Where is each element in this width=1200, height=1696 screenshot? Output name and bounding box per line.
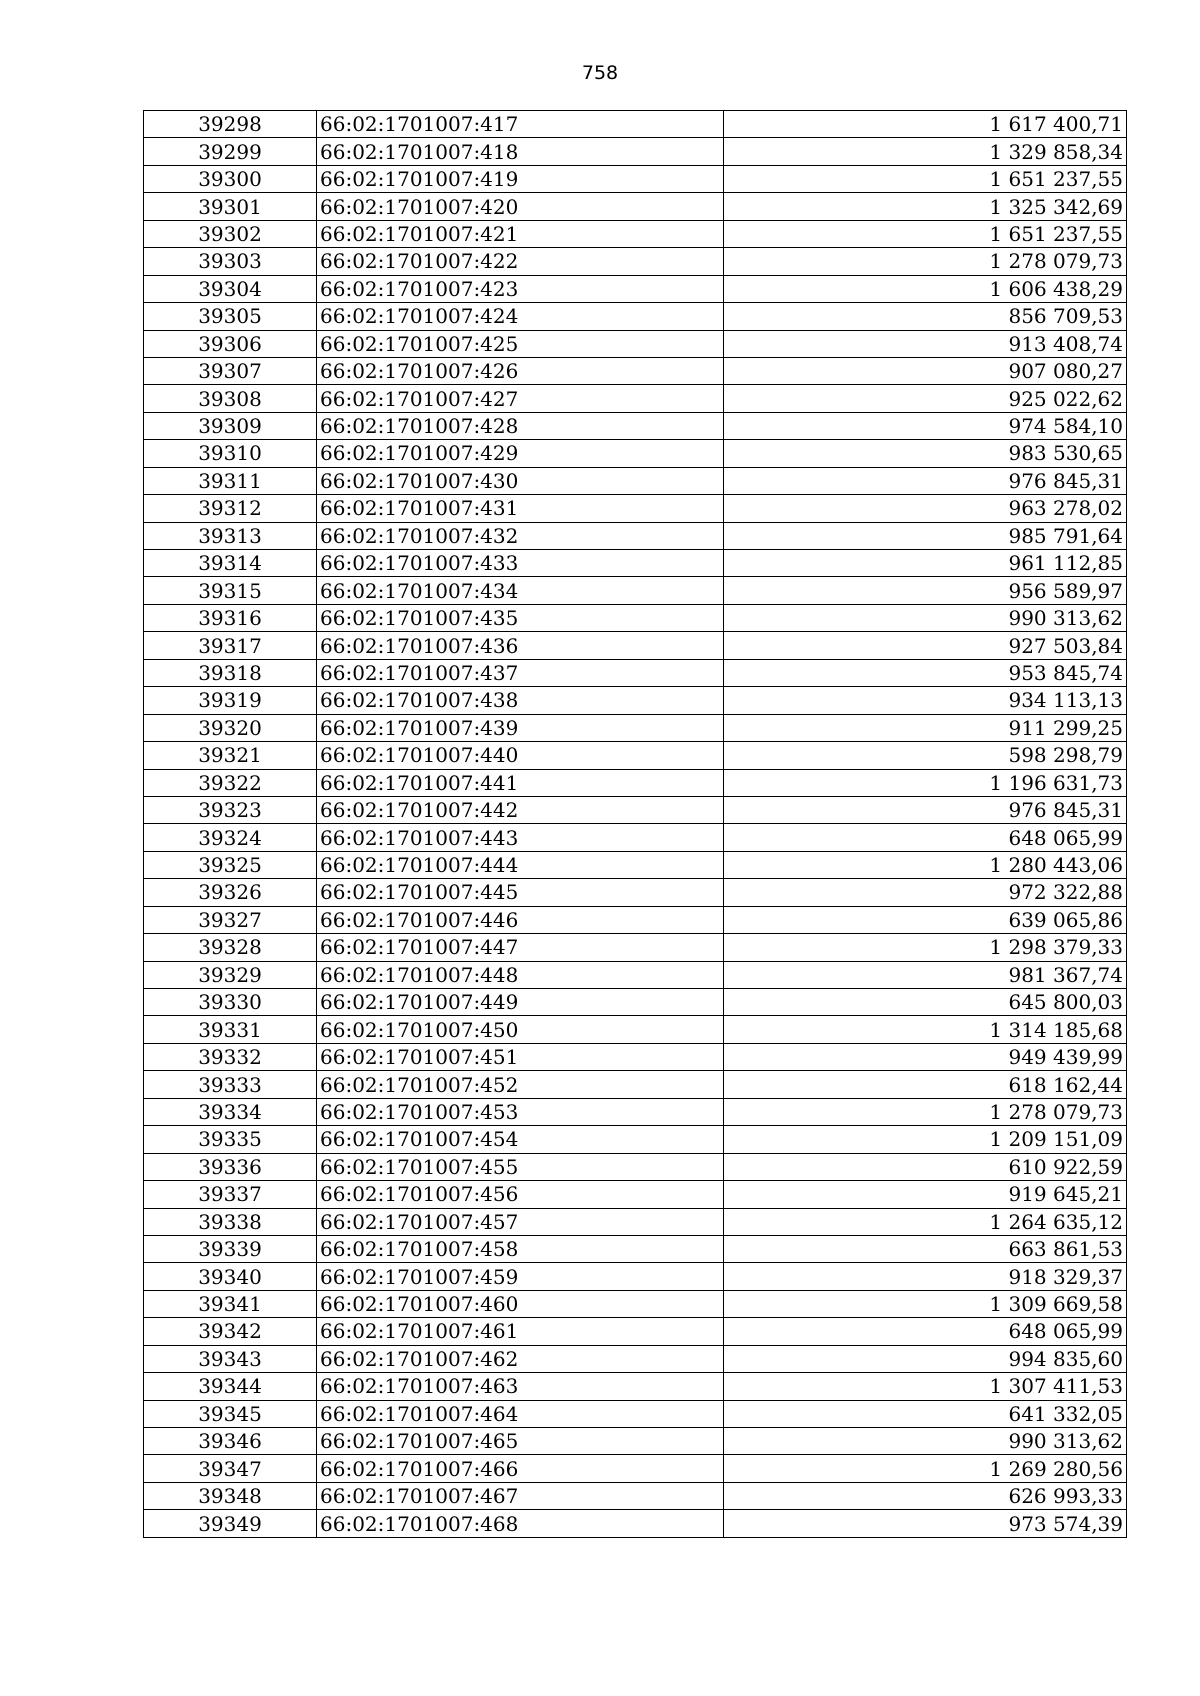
row-number-cell: 39313 <box>144 522 317 549</box>
cadastral-value-cell: 994 835,60 <box>724 1345 1127 1372</box>
cadastral-number-cell: 66:02:1701007:438 <box>317 687 724 714</box>
cadastral-number-cell: 66:02:1701007:429 <box>317 440 724 467</box>
cadastral-value-cell: 663 861,53 <box>724 1235 1127 1262</box>
cadastral-value-cell: 618 162,44 <box>724 1071 1127 1098</box>
cadastral-number-cell: 66:02:1701007:427 <box>317 385 724 412</box>
table-row <box>144 577 1127 604</box>
row-number-cell: 39302 <box>144 220 317 247</box>
cadastral-number-cell: 66:02:1701007:457 <box>317 1208 724 1235</box>
cadastral-value-cell: 1 309 669,58 <box>724 1290 1127 1317</box>
table-row <box>144 1400 1127 1427</box>
row-number-cell: 39301 <box>144 193 317 220</box>
cadastral-value-cell: 1 651 237,55 <box>724 220 1127 247</box>
row-number-cell: 39317 <box>144 632 317 659</box>
table-row <box>144 1235 1127 1262</box>
table-row <box>144 961 1127 988</box>
cadastral-number-cell: 66:02:1701007:431 <box>317 495 724 522</box>
table-row <box>144 275 1127 302</box>
table-row <box>144 1345 1127 1372</box>
row-number-cell: 39318 <box>144 659 317 686</box>
cadastral-value-cell: 974 584,10 <box>724 412 1127 439</box>
row-number-cell: 39341 <box>144 1290 317 1317</box>
row-number-cell: 39306 <box>144 330 317 357</box>
row-number-cell: 39322 <box>144 769 317 796</box>
cadastral-number-cell: 66:02:1701007:463 <box>317 1373 724 1400</box>
cadastral-number-cell: 66:02:1701007:424 <box>317 303 724 330</box>
cadastral-value-cell: 1 307 411,53 <box>724 1373 1127 1400</box>
cadastral-value-cell: 973 574,39 <box>724 1510 1127 1537</box>
table-row <box>144 1043 1127 1070</box>
cadastral-value-cell: 626 993,33 <box>724 1482 1127 1509</box>
cadastral-value-cell: 1 196 631,73 <box>724 769 1127 796</box>
cadastral-value-cell: 1 617 400,71 <box>724 111 1127 138</box>
row-number-cell: 39337 <box>144 1181 317 1208</box>
table-row <box>144 1263 1127 1290</box>
table-row <box>144 1153 1127 1180</box>
cadastral-number-cell: 66:02:1701007:420 <box>317 193 724 220</box>
cadastral-number-cell: 66:02:1701007:462 <box>317 1345 724 1372</box>
table-row <box>144 138 1127 165</box>
table-row <box>144 111 1127 138</box>
cadastral-value-cell: 990 313,62 <box>724 1428 1127 1455</box>
cadastral-number-cell: 66:02:1701007:430 <box>317 467 724 494</box>
cadastral-number-cell: 66:02:1701007:439 <box>317 714 724 741</box>
table-row <box>144 796 1127 823</box>
row-number-cell: 39331 <box>144 1016 317 1043</box>
row-number-cell: 39345 <box>144 1400 317 1427</box>
row-number-cell: 39324 <box>144 824 317 851</box>
table-row <box>144 632 1127 659</box>
row-number-cell: 39323 <box>144 796 317 823</box>
table-row <box>144 824 1127 851</box>
cadastral-number-cell: 66:02:1701007:432 <box>317 522 724 549</box>
cadastral-value-cell: 645 800,03 <box>724 989 1127 1016</box>
row-number-cell: 39309 <box>144 412 317 439</box>
cadastral-number-cell: 66:02:1701007:417 <box>317 111 724 138</box>
cadastral-value-cell: 1 325 342,69 <box>724 193 1127 220</box>
table-row <box>144 303 1127 330</box>
cadastral-number-cell: 66:02:1701007:466 <box>317 1455 724 1482</box>
cadastral-number-cell: 66:02:1701007:467 <box>317 1482 724 1509</box>
table-row <box>144 769 1127 796</box>
table-row <box>144 906 1127 933</box>
table-row <box>144 412 1127 439</box>
row-number-cell: 39314 <box>144 550 317 577</box>
row-number-cell: 39328 <box>144 934 317 961</box>
cadastral-number-cell: 66:02:1701007:441 <box>317 769 724 796</box>
cadastral-number-cell: 66:02:1701007:456 <box>317 1181 724 1208</box>
cadastral-number-cell: 66:02:1701007:446 <box>317 906 724 933</box>
cadastral-number-cell: 66:02:1701007:434 <box>317 577 724 604</box>
row-number-cell: 39333 <box>144 1071 317 1098</box>
row-number-cell: 39299 <box>144 138 317 165</box>
cadastral-value-cell: 610 922,59 <box>724 1153 1127 1180</box>
cadastral-value-cell: 963 278,02 <box>724 495 1127 522</box>
row-number-cell: 39346 <box>144 1428 317 1455</box>
cadastral-value-cell: 990 313,62 <box>724 604 1127 631</box>
cadastral-value-cell: 1 278 079,73 <box>724 248 1127 275</box>
table-row <box>144 193 1127 220</box>
table-row <box>144 1318 1127 1345</box>
table-row <box>144 1181 1127 1208</box>
table-row <box>144 440 1127 467</box>
cadastral-value-cell: 1 298 379,33 <box>724 934 1127 961</box>
cadastral-value-cell: 598 298,79 <box>724 742 1127 769</box>
table-row <box>144 934 1127 961</box>
cadastral-value-cell: 949 439,99 <box>724 1043 1127 1070</box>
cadastral-number-cell: 66:02:1701007:421 <box>317 220 724 247</box>
cadastral-value-cell: 1 651 237,55 <box>724 165 1127 192</box>
cadastral-number-cell: 66:02:1701007:464 <box>317 1400 724 1427</box>
cadastral-value-cell: 907 080,27 <box>724 357 1127 384</box>
row-number-cell: 39305 <box>144 303 317 330</box>
table-row <box>144 495 1127 522</box>
cadastral-value-cell: 934 113,13 <box>724 687 1127 714</box>
table-row <box>144 687 1127 714</box>
table-row <box>144 1290 1127 1317</box>
cadastral-number-cell: 66:02:1701007:428 <box>317 412 724 439</box>
cadastral-value-cell: 981 367,74 <box>724 961 1127 988</box>
row-number-cell: 39316 <box>144 604 317 631</box>
table-row <box>144 550 1127 577</box>
cadastral-value-table <box>143 110 1127 1538</box>
row-number-cell: 39307 <box>144 357 317 384</box>
table-row <box>144 879 1127 906</box>
cadastral-value-cell: 641 332,05 <box>724 1400 1127 1427</box>
cadastral-value-cell: 925 022,62 <box>724 385 1127 412</box>
cadastral-number-cell: 66:02:1701007:418 <box>317 138 724 165</box>
cadastral-value-cell: 985 791,64 <box>724 522 1127 549</box>
cadastral-value-cell: 972 322,88 <box>724 879 1127 906</box>
row-number-cell: 39329 <box>144 961 317 988</box>
cadastral-value-cell: 1 329 858,34 <box>724 138 1127 165</box>
row-number-cell: 39339 <box>144 1235 317 1262</box>
cadastral-value-cell: 856 709,53 <box>724 303 1127 330</box>
row-number-cell: 39332 <box>144 1043 317 1070</box>
table-row <box>144 1071 1127 1098</box>
table-row <box>144 659 1127 686</box>
table-row <box>144 467 1127 494</box>
cadastral-number-cell: 66:02:1701007:450 <box>317 1016 724 1043</box>
row-number-cell: 39300 <box>144 165 317 192</box>
cadastral-value-cell: 983 530,65 <box>724 440 1127 467</box>
cadastral-value-cell: 1 209 151,09 <box>724 1126 1127 1153</box>
table-row <box>144 1455 1127 1482</box>
cadastral-value-cell: 953 845,74 <box>724 659 1127 686</box>
row-number-cell: 39340 <box>144 1263 317 1290</box>
row-number-cell: 39325 <box>144 851 317 878</box>
row-number-cell: 39336 <box>144 1153 317 1180</box>
cadastral-number-cell: 66:02:1701007:447 <box>317 934 724 961</box>
cadastral-number-cell: 66:02:1701007:448 <box>317 961 724 988</box>
cadastral-number-cell: 66:02:1701007:455 <box>317 1153 724 1180</box>
table-row <box>144 357 1127 384</box>
row-number-cell: 39343 <box>144 1345 317 1372</box>
cadastral-value-cell: 1 280 443,06 <box>724 851 1127 878</box>
cadastral-value-cell: 1 278 079,73 <box>724 1098 1127 1125</box>
table-row <box>144 385 1127 412</box>
row-number-cell: 39315 <box>144 577 317 604</box>
table-row <box>144 1016 1127 1043</box>
row-number-cell: 39344 <box>144 1373 317 1400</box>
row-number-cell: 39303 <box>144 248 317 275</box>
cadastral-number-cell: 66:02:1701007:468 <box>317 1510 724 1537</box>
cadastral-number-cell: 66:02:1701007:443 <box>317 824 724 851</box>
row-number-cell: 39338 <box>144 1208 317 1235</box>
row-number-cell: 39312 <box>144 495 317 522</box>
row-number-cell: 39308 <box>144 385 317 412</box>
cadastral-number-cell: 66:02:1701007:436 <box>317 632 724 659</box>
row-number-cell: 39334 <box>144 1098 317 1125</box>
cadastral-value-cell: 1 314 185,68 <box>724 1016 1127 1043</box>
table-row <box>144 1482 1127 1509</box>
table-row <box>144 1126 1127 1153</box>
table-row <box>144 989 1127 1016</box>
cadastral-number-cell: 66:02:1701007:452 <box>317 1071 724 1098</box>
cadastral-value-cell: 1 269 280,56 <box>724 1455 1127 1482</box>
cadastral-value-cell: 976 845,31 <box>724 796 1127 823</box>
table-row <box>144 604 1127 631</box>
cadastral-value-cell: 927 503,84 <box>724 632 1127 659</box>
row-number-cell: 39320 <box>144 714 317 741</box>
table-row <box>144 220 1127 247</box>
row-number-cell: 39319 <box>144 687 317 714</box>
table-row <box>144 165 1127 192</box>
cadastral-value-cell: 911 299,25 <box>724 714 1127 741</box>
table-row <box>144 248 1127 275</box>
cadastral-number-cell: 66:02:1701007:461 <box>317 1318 724 1345</box>
cadastral-value-cell: 913 408,74 <box>724 330 1127 357</box>
row-number-cell: 39298 <box>144 111 317 138</box>
cadastral-value-cell: 648 065,99 <box>724 824 1127 851</box>
cadastral-number-cell: 66:02:1701007:465 <box>317 1428 724 1455</box>
cadastral-number-cell: 66:02:1701007:435 <box>317 604 724 631</box>
row-number-cell: 39342 <box>144 1318 317 1345</box>
cadastral-value-cell: 919 645,21 <box>724 1181 1127 1208</box>
cadastral-number-cell: 66:02:1701007:425 <box>317 330 724 357</box>
table-row <box>144 714 1127 741</box>
cadastral-number-cell: 66:02:1701007:444 <box>317 851 724 878</box>
table-body <box>144 111 1127 1538</box>
cadastral-value-cell: 956 589,97 <box>724 577 1127 604</box>
cadastral-number-cell: 66:02:1701007:445 <box>317 879 724 906</box>
table-row <box>144 1373 1127 1400</box>
cadastral-value-cell: 976 845,31 <box>724 467 1127 494</box>
cadastral-value-cell: 1 264 635,12 <box>724 1208 1127 1235</box>
row-number-cell: 39348 <box>144 1482 317 1509</box>
cadastral-number-cell: 66:02:1701007:423 <box>317 275 724 302</box>
row-number-cell: 39310 <box>144 440 317 467</box>
cadastral-value-cell: 639 065,86 <box>724 906 1127 933</box>
cadastral-number-cell: 66:02:1701007:442 <box>317 796 724 823</box>
row-number-cell: 39321 <box>144 742 317 769</box>
cadastral-number-cell: 66:02:1701007:422 <box>317 248 724 275</box>
table-row <box>144 1510 1127 1537</box>
row-number-cell: 39349 <box>144 1510 317 1537</box>
table-row <box>144 1428 1127 1455</box>
cadastral-number-cell: 66:02:1701007:437 <box>317 659 724 686</box>
row-number-cell: 39304 <box>144 275 317 302</box>
cadastral-number-cell: 66:02:1701007:458 <box>317 1235 724 1262</box>
row-number-cell: 39335 <box>144 1126 317 1153</box>
table-row <box>144 742 1127 769</box>
cadastral-number-cell: 66:02:1701007:419 <box>317 165 724 192</box>
cadastral-value-cell: 918 329,37 <box>724 1263 1127 1290</box>
row-number-cell: 39326 <box>144 879 317 906</box>
row-number-cell: 39347 <box>144 1455 317 1482</box>
table-row <box>144 851 1127 878</box>
page-number: 758 <box>581 62 619 84</box>
cadastral-number-cell: 66:02:1701007:454 <box>317 1126 724 1153</box>
table-row <box>144 1098 1127 1125</box>
cadastral-number-cell: 66:02:1701007:433 <box>317 550 724 577</box>
table-row <box>144 330 1127 357</box>
row-number-cell: 39330 <box>144 989 317 1016</box>
row-number-cell: 39327 <box>144 906 317 933</box>
cadastral-number-cell: 66:02:1701007:453 <box>317 1098 724 1125</box>
row-number-cell: 39311 <box>144 467 317 494</box>
cadastral-number-cell: 66:02:1701007:449 <box>317 989 724 1016</box>
cadastral-number-cell: 66:02:1701007:451 <box>317 1043 724 1070</box>
cadastral-value-cell: 1 606 438,29 <box>724 275 1127 302</box>
cadastral-value-cell: 961 112,85 <box>724 550 1127 577</box>
table-row <box>144 522 1127 549</box>
cadastral-number-cell: 66:02:1701007:459 <box>317 1263 724 1290</box>
table-row <box>144 1208 1127 1235</box>
cadastral-number-cell: 66:02:1701007:460 <box>317 1290 724 1317</box>
cadastral-value-cell: 648 065,99 <box>724 1318 1127 1345</box>
cadastral-number-cell: 66:02:1701007:440 <box>317 742 724 769</box>
cadastral-number-cell: 66:02:1701007:426 <box>317 357 724 384</box>
